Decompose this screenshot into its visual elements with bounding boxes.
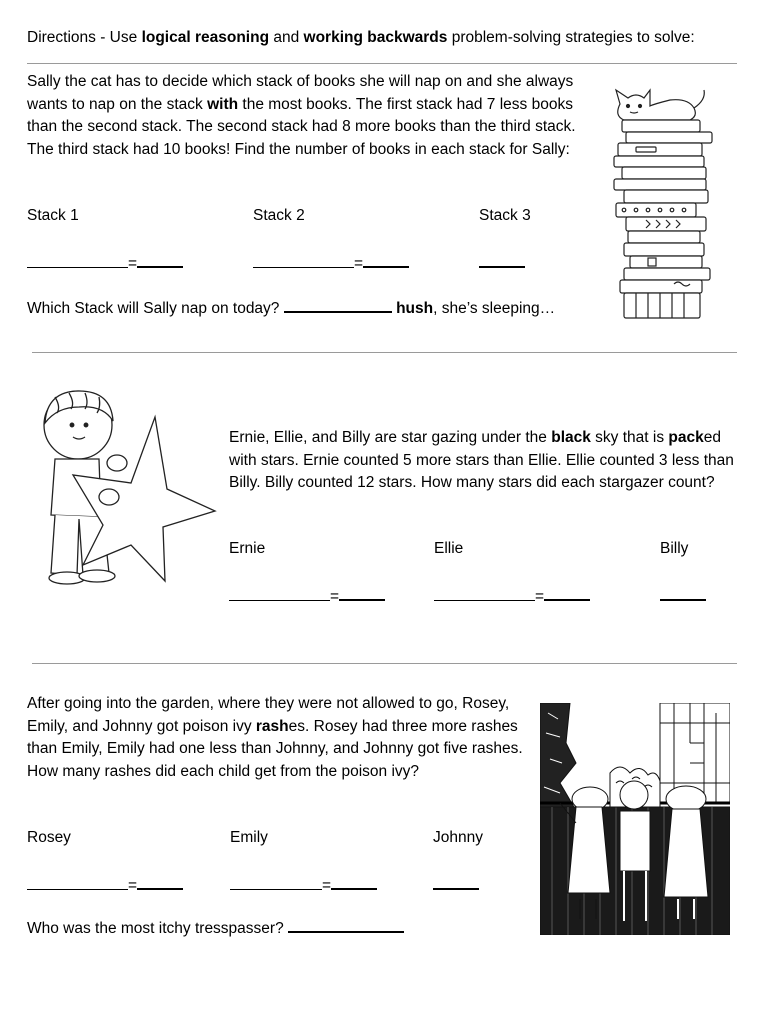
billy-result-blank[interactable] (660, 583, 706, 601)
emily-equals: = (322, 877, 332, 894)
problem2-bold-1: black (551, 429, 591, 446)
problem3-bold: rash (255, 717, 289, 735)
emily-expression-blank[interactable] (230, 873, 322, 890)
divider-1 (32, 352, 737, 353)
ernie-expression-blank[interactable] (229, 584, 330, 601)
stack2-equals: = (354, 255, 364, 272)
problem3-text-a: After going into the garden, where they were not allowed to go, Rosey, Emily, and Johnny got poison ivy (27, 695, 510, 735)
stack1-expression-blank[interactable] (27, 251, 128, 268)
children-icon (540, 703, 730, 935)
stack1-equals: = (128, 255, 138, 272)
stack2-answer[interactable] (253, 250, 409, 276)
problem1-bold-tail: hush (396, 300, 434, 317)
rosey-answer[interactable] (27, 872, 183, 898)
ellie-result-blank[interactable] (544, 583, 590, 601)
billy-answer[interactable] (660, 583, 706, 609)
rosey-expression-blank[interactable] (27, 873, 128, 890)
stack1-result-blank[interactable] (137, 250, 183, 268)
stack2-result-blank[interactable] (363, 250, 409, 268)
rosey-label: Rosey (27, 829, 71, 846)
johnny-result-blank[interactable] (433, 872, 479, 890)
sally-stack-blank[interactable] (284, 295, 392, 313)
stack2-label: Stack 2 (253, 207, 305, 224)
stack3-result-blank[interactable] (479, 250, 525, 268)
rosey-result-blank[interactable] (137, 872, 183, 890)
problem1-question (27, 295, 555, 321)
emily-label: Emily (230, 829, 268, 846)
problem2-bold-2: pack (668, 429, 704, 446)
problem3-question-text: Who was the most itchy tresspasser? (27, 920, 284, 937)
problem2-text-b: sky that is (590, 429, 669, 446)
divider-2 (32, 663, 737, 664)
emily-answer[interactable] (230, 872, 377, 898)
problem1-text-b: the most books. The first stack had 7 less books than the second stack. The second stack had 8 more books than the third stack. The third stack had 10 books! Find the number of books in each stack for Sally: (27, 95, 576, 158)
ellie-label: Ellie (434, 540, 464, 557)
directions-prefix: Directions - Use (27, 29, 142, 46)
stack1-answer[interactable] (27, 250, 183, 276)
problem3-text-b: es. Rosey had three more rashes than Emily, Emily had one less than Johnny, and Johnny got five rashes. How many rashes did each child get from the poison ivy? (27, 717, 523, 780)
ernie-answer[interactable] (229, 583, 385, 609)
directions-bold-1: logical reasoning (141, 29, 270, 46)
stack3-label: Stack 3 (479, 207, 531, 224)
ellie-expression-blank[interactable] (434, 584, 535, 601)
problem2-text-c: ed with stars. Ernie counted 5 more stars than Ellie. Ellie counted 3 less than Billy. Billy counted 12 stars. How many stars did each stargazer count? (229, 429, 734, 491)
books-icon (610, 86, 715, 320)
problem1-text-a: Sally the cat has to decide which stack of books she will nap on and she always wants to nap on the stack (27, 73, 574, 113)
problem1-bold: with (207, 95, 239, 113)
johnny-answer[interactable] (433, 872, 479, 898)
ernie-result-blank[interactable] (339, 583, 385, 601)
itchy-tresspasser-blank[interactable] (288, 915, 404, 933)
problem2-text-a: Ernie, Ellie, and Billy are star gazing under the (229, 429, 552, 446)
ellie-equals: = (535, 588, 545, 605)
divider-top (27, 63, 737, 64)
ellie-answer[interactable] (434, 583, 590, 609)
problem1-text (27, 71, 587, 161)
directions-mid: and (269, 29, 304, 46)
ernie-equals: = (330, 588, 340, 605)
ernie-label: Ernie (229, 540, 266, 557)
directions-bold-2: working backwards (303, 29, 448, 46)
stack1-label: Stack 1 (27, 207, 79, 224)
problem3-question (27, 915, 404, 941)
billy-label: Billy (660, 540, 689, 557)
problem1-question-text: Which Stack will Sally nap on today? (27, 300, 280, 317)
johnny-label: Johnny (433, 829, 483, 846)
problem3-text (27, 693, 532, 783)
stack3-answer[interactable] (479, 250, 525, 276)
star-icon (33, 385, 218, 595)
directions-suffix: problem-solving strategies to solve: (447, 29, 695, 46)
stack2-expression-blank[interactable] (253, 251, 354, 268)
problem2-text (229, 427, 747, 495)
problem1-tail: , she’s sleeping… (433, 300, 556, 317)
directions (27, 27, 747, 50)
rosey-equals: = (128, 877, 138, 894)
emily-result-blank[interactable] (331, 872, 377, 890)
